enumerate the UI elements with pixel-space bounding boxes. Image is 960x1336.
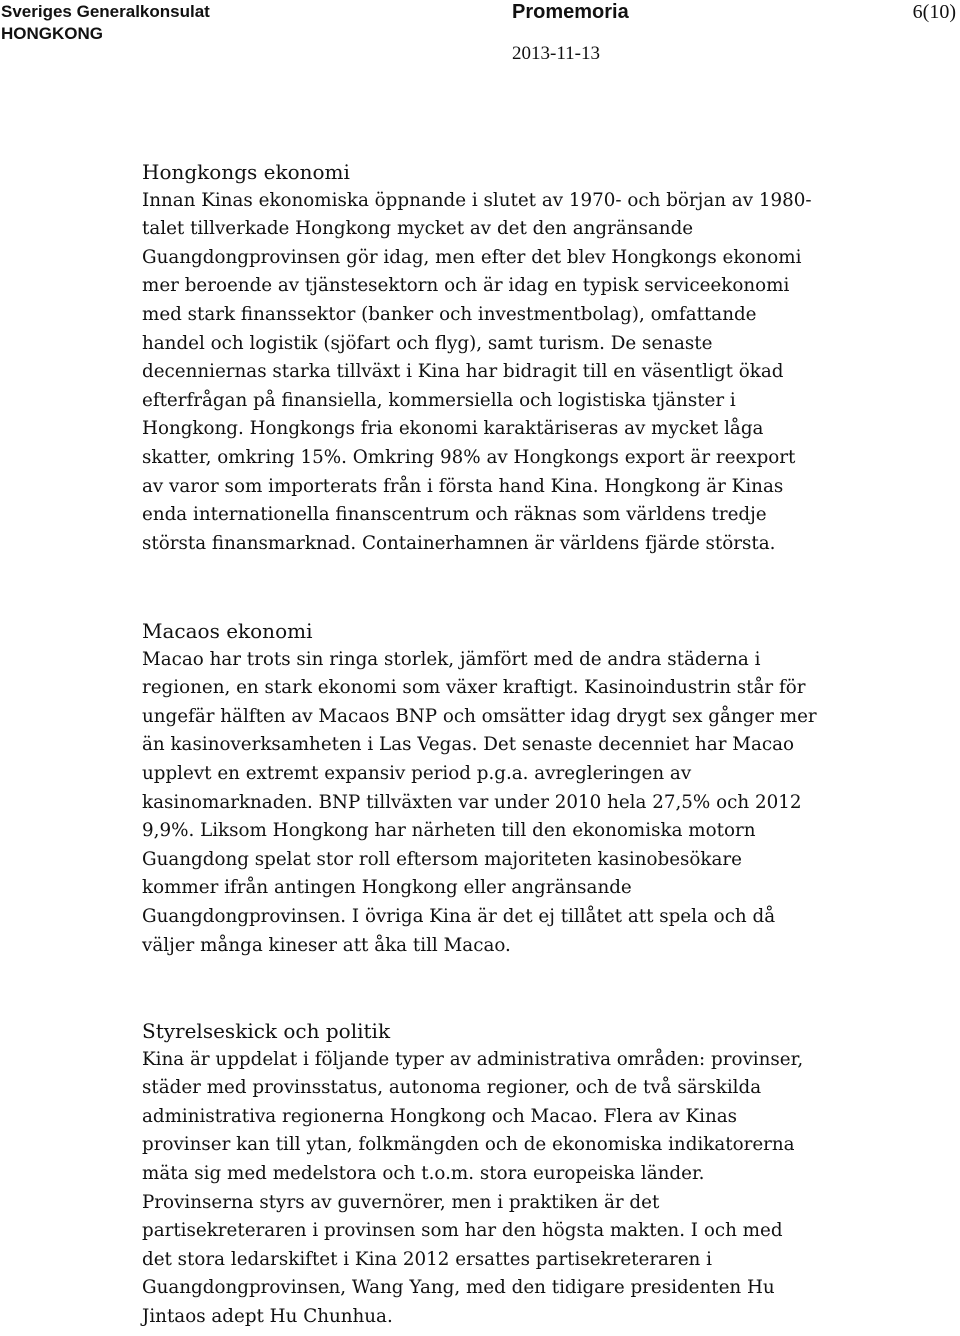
paragraph-line: decenniernas starka tillväxt i Kina har bidragit till en väsentligt ökad bbox=[142, 361, 784, 383]
paragraph-line: Innan Kinas ekonomiska öppnande i slutet av 1970- och början av 1980- bbox=[142, 189, 812, 211]
paragraph-line: administrativa regionerna Hongkong och Macao. Flera av Kinas bbox=[142, 1105, 738, 1127]
paragraph-line: kasinomarknaden. BNP tillväxten var under 2010 hela 27,5% och 2012 bbox=[142, 791, 802, 813]
section-body bbox=[142, 1046, 932, 1332]
paragraph-line: skatter, omkring 15%. Omkring 98% av Hongkongs export är reexport bbox=[142, 446, 796, 468]
paragraph-line: provinser kan till ytan, folkmängden och de ekonomiska indikatorerna bbox=[142, 1134, 795, 1156]
section-body bbox=[142, 187, 932, 559]
paragraph-line: Guangdongprovinsen, Wang Yang, med den tidigare presidenten Hu bbox=[142, 1277, 775, 1299]
paragraph-line: upplevt en extremt expansiv period p.g.a. avregleringen av bbox=[142, 762, 692, 784]
paragraph-line: ungefär hälften av Macaos BNP och omsätter idag drygt sex gånger mer bbox=[142, 705, 817, 727]
paragraph-line: Guangdongprovinsen. I övriga Kina är det ej tillåtet att spela och då bbox=[142, 905, 776, 927]
paragraph-line: Macao har trots sin ringa storlek, jämfört med de andra städerna i bbox=[142, 648, 761, 670]
paragraph-line: väljer många kineser att åka till Macao. bbox=[142, 934, 511, 956]
paragraph-line: största finansmarknad. Containerhamnen är världens fjärde största. bbox=[142, 532, 776, 554]
paragraph-line: handel och logistik (sjöfart och flyg), samt turism. De senaste bbox=[142, 332, 713, 354]
paragraph-line: mer beroende av tjänstesektorn och är idag en typisk serviceekonomi bbox=[142, 275, 790, 297]
section-heading: Styrelseskick och politik bbox=[142, 1019, 391, 1043]
paragraph-line: Hongkong. Hongkongs fria ekonomi karaktäriseras av mycket låga bbox=[142, 418, 764, 440]
paragraph-line: talet tillverkade Hongkong mycket av det den angränsande bbox=[142, 218, 694, 240]
document-type: Promemoria bbox=[512, 1, 629, 23]
paragraph-line: av varor som importerats från i första hand Kina. Hongkong är Kinas bbox=[142, 475, 784, 497]
paragraph-line: kommer ifrån antingen Hongkong eller angränsande bbox=[142, 877, 632, 899]
section-heading: Macaos ekonomi bbox=[142, 619, 313, 643]
page-number: 6(10) bbox=[912, 1, 956, 23]
section-heading: Hongkongs ekonomi bbox=[142, 160, 350, 184]
section-macao-economy bbox=[142, 617, 932, 960]
paragraph-line: det stora ledarskiftet i Kina 2012 ersattes partisekreteraren i bbox=[142, 1248, 712, 1270]
paragraph-line: Jintaos adept Hu Chunhua. bbox=[142, 1305, 393, 1327]
document-date: 2013-11-13 bbox=[512, 43, 600, 64]
organization-city: HONGKONG bbox=[1, 24, 103, 43]
paragraph-line: enda internationella finanscentrum och räknas som världens tredje bbox=[142, 504, 767, 526]
section-governance-politics bbox=[142, 1017, 932, 1332]
organization-name: Sveriges Generalkonsulat bbox=[1, 2, 210, 21]
paragraph-line: med stark finanssektor (banker och investmentbolag), omfattande bbox=[142, 303, 757, 325]
paragraph-line: mäta sig med medelstora och t.o.m. stora europeiska länder. bbox=[142, 1162, 705, 1184]
paragraph-line: Kina är uppdelat i följande typer av administrativa områden: provinser, bbox=[142, 1048, 804, 1070]
paragraph-line: efterfrågan på finansiella, kommersiella och logistiska tjänster i bbox=[142, 389, 736, 411]
section-hongkong-economy bbox=[142, 158, 932, 558]
paragraph-line: Guangdongprovinsen gör idag, men efter det blev Hongkongs ekonomi bbox=[142, 246, 802, 268]
paragraph-line: städer med provinsstatus, autonoma regioner, och de två särskilda bbox=[142, 1077, 762, 1099]
paragraph-line: Provinserna styrs av guvernörer, men i praktiken är det bbox=[142, 1191, 660, 1213]
paragraph-line: 9,9%. Liksom Hongkong har närheten till den ekonomiska motorn bbox=[142, 820, 756, 842]
paragraph-line: än kasinoverksamheten i Las Vegas. Det senaste decenniet har Macao bbox=[142, 734, 795, 756]
paragraph-line: Guangdong spelat stor roll eftersom majoriteten kasinobesökare bbox=[142, 848, 742, 870]
paragraph-line: regionen, en stark ekonomi som växer kraftigt. Kasinoindustrin står för bbox=[142, 677, 806, 699]
paragraph-line: partisekreteraren i provinsen som har den högsta makten. I och med bbox=[142, 1220, 783, 1242]
section-body bbox=[142, 646, 932, 961]
